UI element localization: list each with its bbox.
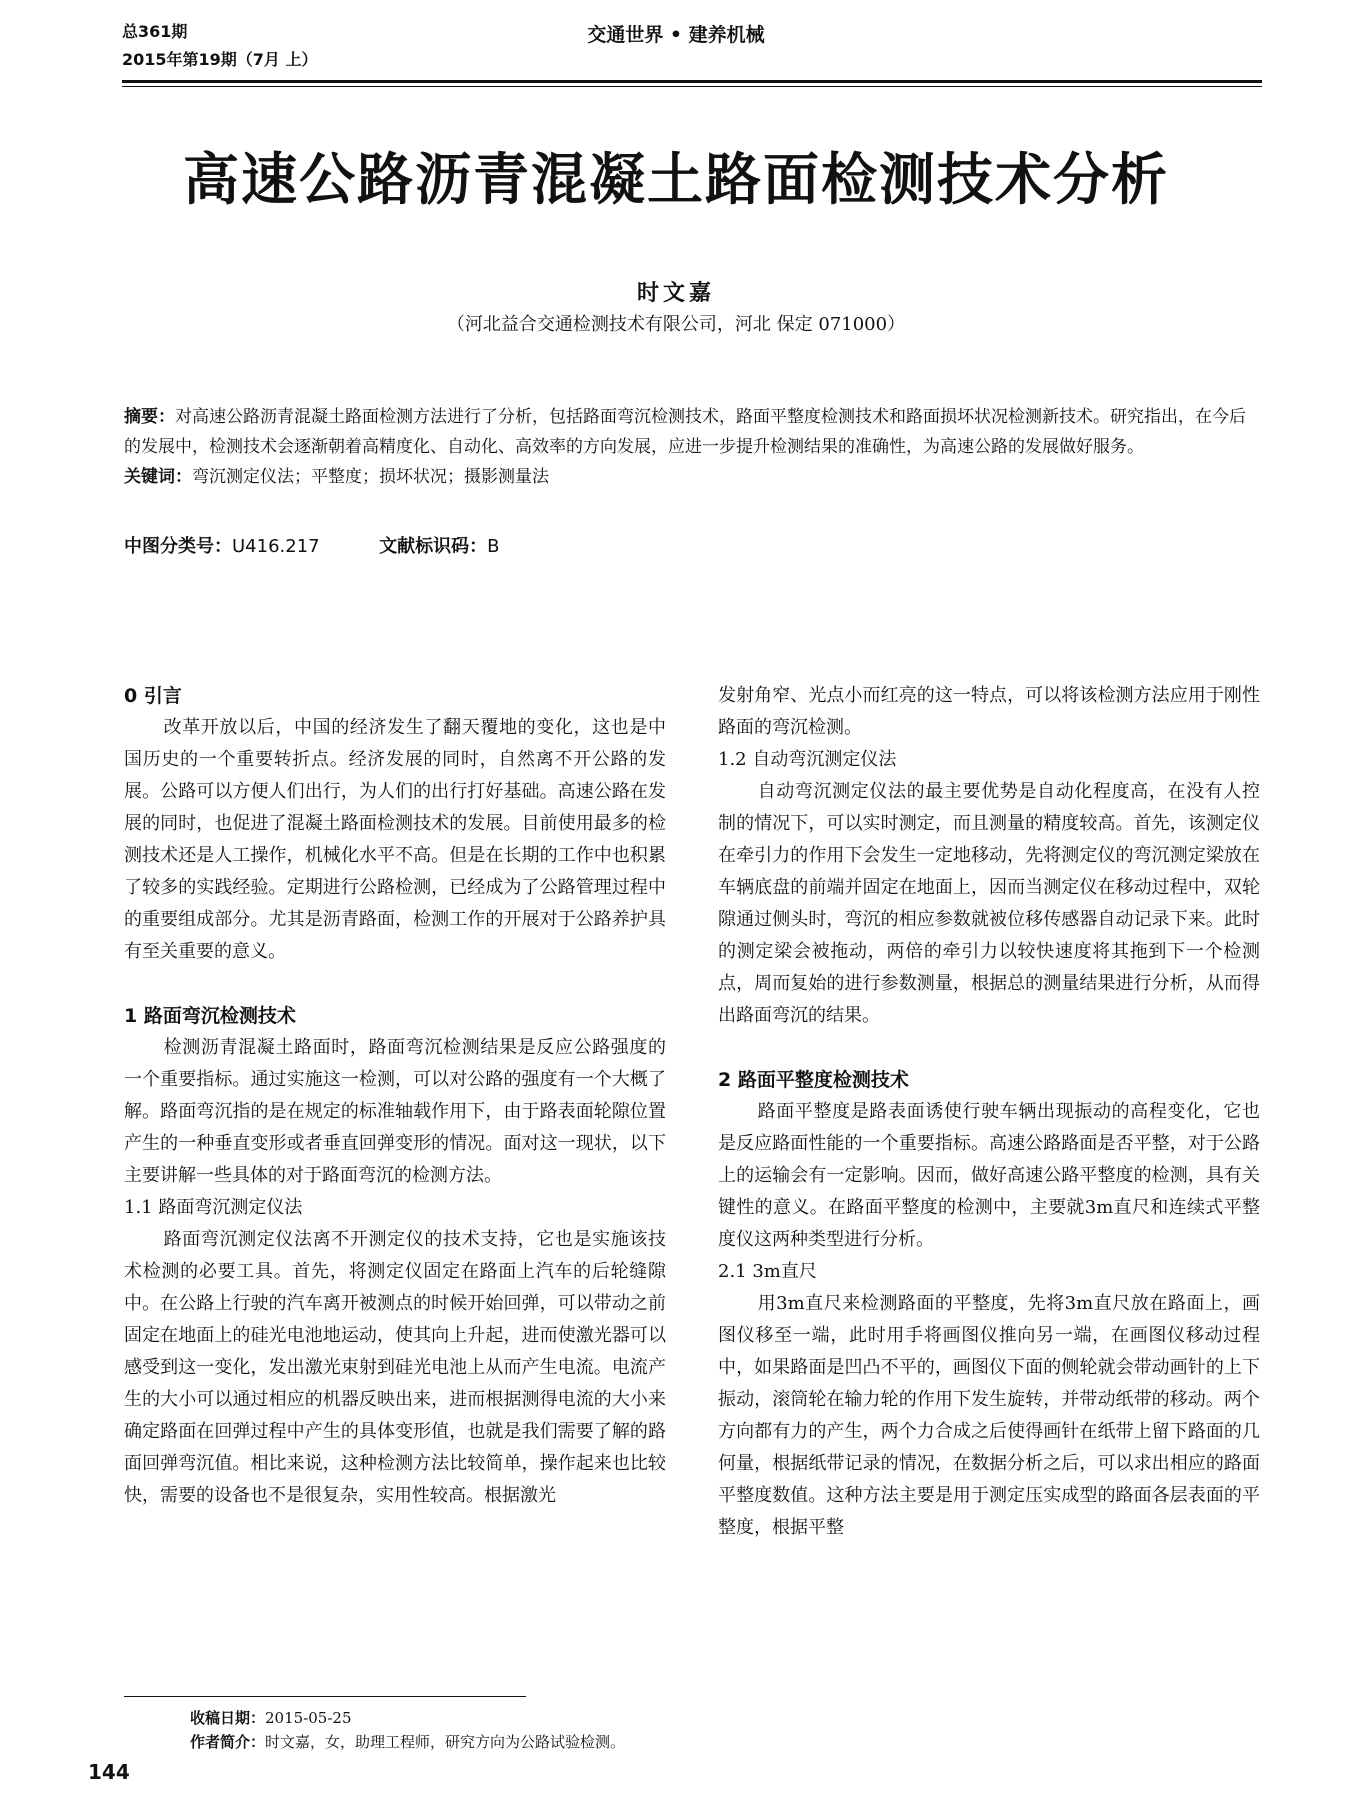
- author-bio: [190, 1730, 625, 1754]
- header-rule-thin: [122, 86, 1262, 87]
- section-1-paragraph: 检测沥青混凝土路面时，路面弯沉检测结果是反应公路强度的一个重要指标。通过实施这一检测，可以对公路的强度有一个大概了解。路面弯沉指的是在规定的标准轴载作用下，由于路表面轮隙位置产生的一种垂直变形或者垂直回弹变形的情况。面对这一现状，以下主要讲解一些具体的对于路面弯沉的检测方法。: [124, 1037, 666, 1186]
- section-1-2-paragraph: 自动弯沉测定仪法的最主要优势是自动化程度高，在没有人控制的情况下，可以实时测定，而且测量的精度较高。首先，该测定仪在牵引力的作用下会发生一定地移动，先将测定仪的弯沉测定梁放在车辆底盘的前端并固定在地面上，因而当测定仪在移动过程中，双轮隙通过侧头时，弯沉的相应参数就被位移传感器自动记录下来。此时的测定梁会被拖动，两倍的牵引力以较快速度将其拖到下一个检测点，周而复始的进行参数测量，根据总的测量结果进行分析，从而得出路面弯沉的结果。: [718, 781, 1260, 1026]
- bio-value: 时文嘉，女，助理工程师，研究方向为公路试验检测。: [265, 1733, 626, 1751]
- abstract: [124, 402, 1260, 462]
- clc-code: U416.217: [232, 536, 320, 557]
- keywords: [124, 462, 1260, 492]
- section-2-paragraph: 路面平整度是路表面诱使行驶车辆出现振动的高程变化，它也是反应路面性能的一个重要指标。高速公路路面是否平整，对于公路上的运输会有一定影响。因而，做好高速公路平整度的检测，具有关键性的意义。在路面平整度的检测中，主要就3m直尺和连续式平整度仪这两种类型进行分析。: [718, 1101, 1260, 1250]
- doc-code-label: 文献标识码：: [379, 536, 488, 557]
- section-2-heading: 2 路面平整度检测技术: [718, 1069, 909, 1091]
- header-rule: [122, 80, 1262, 83]
- keywords-label: 关键词：: [124, 467, 192, 487]
- section-0-paragraph: 改革开放以后，中国的经济发生了翻天覆地的变化，这也是中国历史的一个重要转折点。经济发展的同时，自然离不开公路的发展。公路可以方便人们出行，为人们的出行打好基础。高速公路在发展的同时，也促进了混凝土路面检测技术的发展。目前使用最多的检测技术还是人工操作，机械化水平不高。但是在长期的工作中也积累了较多的实践经验。定期进行公路检测，已经成为了公路管理过程中的重要组成部分。尤其是沥青路面，检测工作的开展对于公路养护具有至关重要的意义。: [124, 717, 666, 962]
- right-column: [718, 680, 1260, 1544]
- abstract-label: 摘要：: [124, 407, 175, 427]
- page-number: 144: [88, 1760, 130, 1784]
- section-1-heading: 1 路面弯沉检测技术: [124, 1005, 296, 1027]
- section-1-2-heading: 1.2 自动弯沉测定仪法: [718, 749, 897, 770]
- issue-date: 2015年第19期（7月 上）: [122, 50, 318, 69]
- bio-label: 作者简介：: [190, 1733, 266, 1751]
- issue-total: 总361期: [122, 22, 188, 41]
- footnote: [190, 1706, 625, 1754]
- section-1-1-heading: 1.1 路面弯沉测定仪法: [124, 1197, 303, 1218]
- affiliation: （河北益合交通检测技术有限公司，河北 保定 071000）: [446, 314, 906, 335]
- clc-label: 中图分类号：: [124, 536, 232, 557]
- continued-paragraph: 发射角窄、光点小而红亮的这一特点，可以将该检测方法应用于刚性路面的弯沉检测。: [718, 685, 1260, 738]
- received-date: [190, 1706, 625, 1730]
- abstract-block: [124, 402, 1260, 492]
- abstract-text: 对高速公路沥青混凝土路面检测方法进行了分析，包括路面弯沉检测技术，路面平整度检测技术和路面损坏状况检测新技术。研究指出，在今后的发展中，检测技术会逐渐朝着高精度化、自动化、高效率的方向发展，应进一步提升检测结果的准确性，为高速公路的发展做好服务。: [124, 407, 1246, 457]
- journal-name: 交通世界 • 建养机械: [587, 24, 765, 46]
- classification: [124, 532, 499, 558]
- section-0-heading: 0 引言: [124, 685, 182, 707]
- section-1-1-paragraph: 路面弯沉测定仪法离不开测定仪的技术支持，它也是实施该技术检测的必要工具。首先，将测定仪固定在路面上汽车的后轮缝隙中。在公路上行驶的汽车离开被测点的时候开始回弹，可以带动之前固定在地面上的硅光电池地运动，使其向上升起，进而使激光器可以感受到这一变化，发出激光束射到硅光电池上从而产生电流。电流产生的大小可以通过相应的机器反映出来，进而根据测得电流的大小来确定路面在回弹过程中产生的具体变形值，也就是我们需要了解的路面回弹弯沉值。相比来说，这种检测方法比较简单，操作起来也比较快，需要的设备也不是很复杂，实用性较高。根据激光: [124, 1229, 666, 1506]
- received-value: 2015-05-25: [265, 1709, 352, 1727]
- section-2-1-heading: 2.1 3m直尺: [718, 1261, 817, 1282]
- left-column: [124, 680, 666, 1512]
- author-name: 时文嘉: [636, 280, 715, 306]
- keywords-text: 弯沉测定仪法；平整度；损坏状况；摄影测量法: [192, 467, 549, 487]
- section-2-1-paragraph: 用3m直尺来检测路面的平整度，先将3m直尺放在路面上，画图仪移至一端，此时用手将画图仪推向另一端，在画图仪移动过程中，如果路面是凹凸不平的，画图仪下面的侧轮就会带动画针的上下振动，滚筒轮在输力轮的作用下发生旋转，并带动纸带的移动。两个方向都有力的产生，两个力合成之后使得画针在纸带上留下路面的几何量，根据纸带记录的情况，在数据分析之后，可以求出相应的路面平整度数值。这种方法主要是用于测定压实成型的路面各层表面的平整度，根据平整: [718, 1293, 1260, 1538]
- paper-title: 高速公路沥青混凝土路面检测技术分析: [183, 148, 1169, 213]
- footnote-rule: [124, 1696, 526, 1697]
- received-label: 收稿日期：: [190, 1709, 266, 1727]
- doc-code: B: [487, 536, 500, 557]
